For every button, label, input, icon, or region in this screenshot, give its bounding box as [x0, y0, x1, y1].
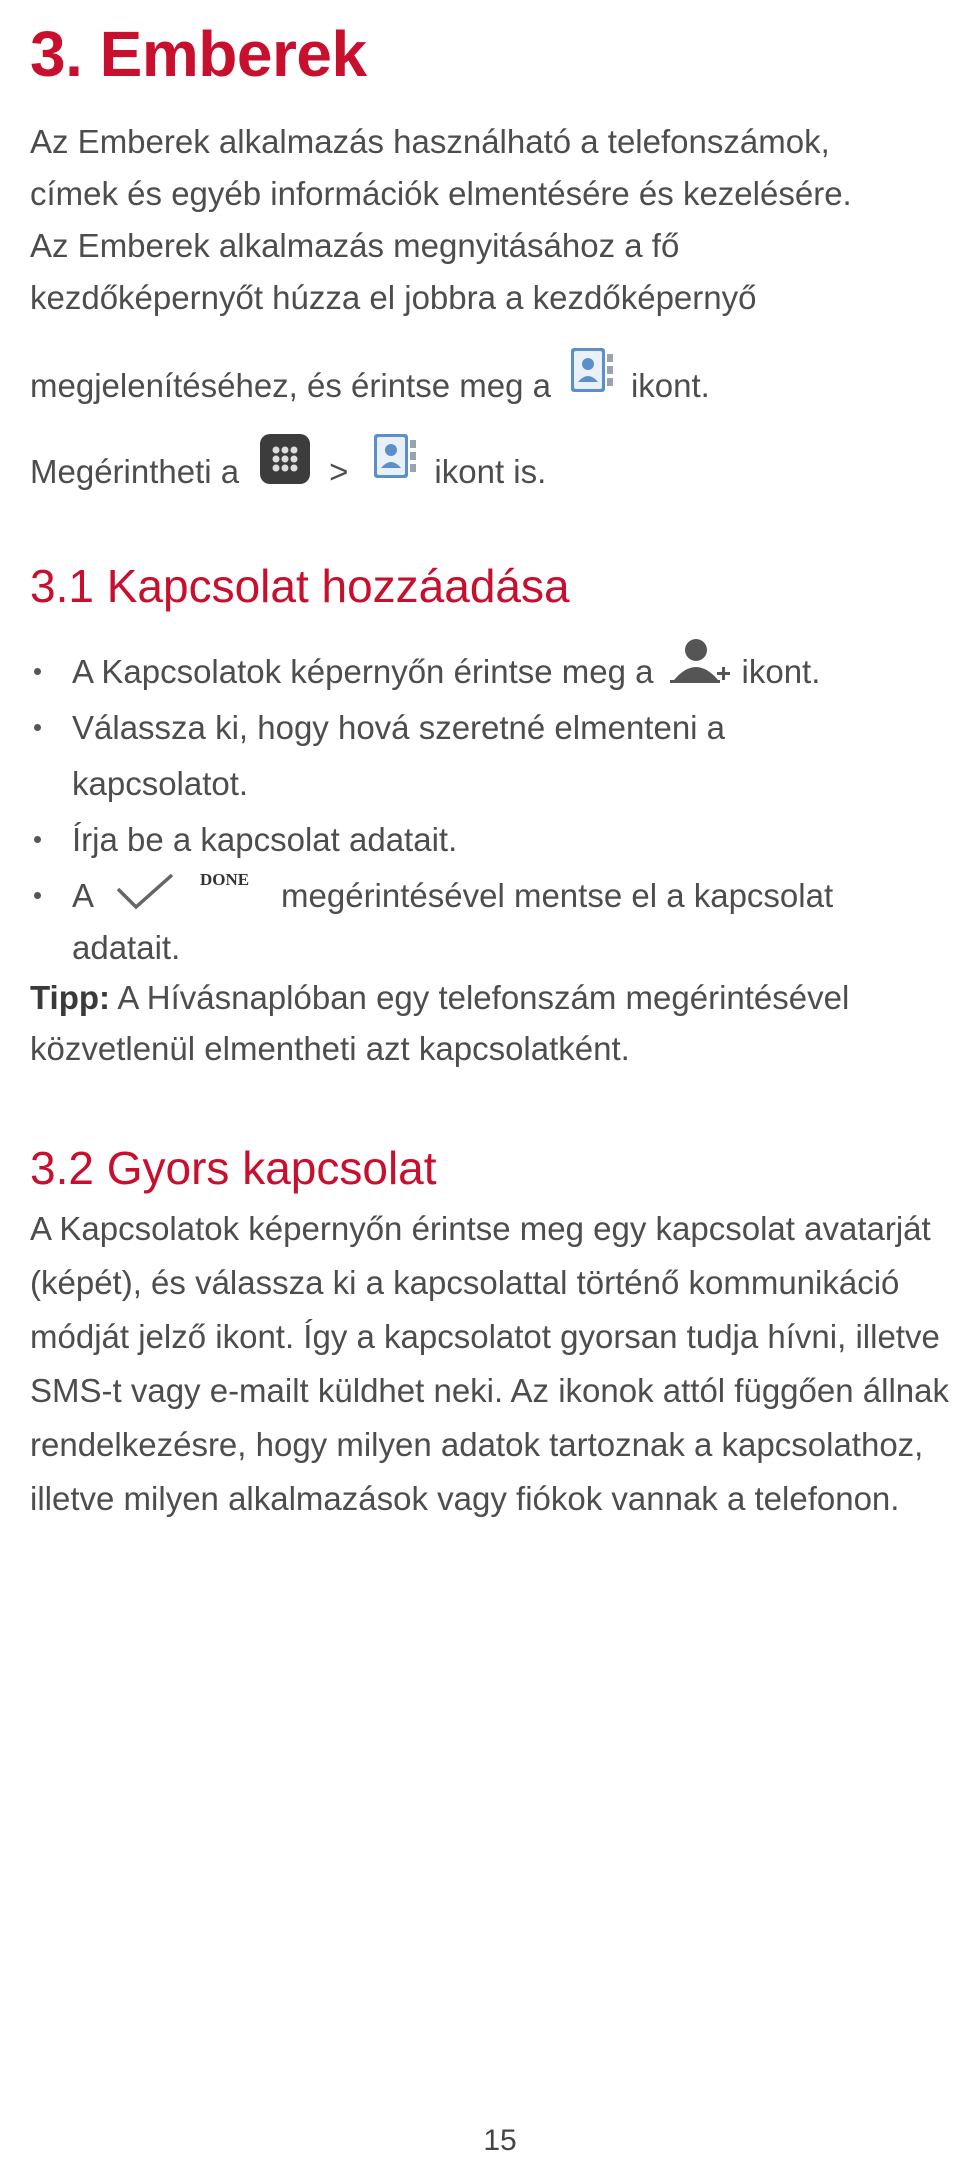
- intro-line-2: címek és egyéb információk elmentésére és kezelésére.: [30, 175, 852, 212]
- intro-line-5-text: megjelenítéséhez, és érintse meg a: [30, 366, 551, 404]
- bullet-1-after: ikont.: [741, 653, 821, 690]
- intro-line-5: [30, 358, 710, 412]
- add-contact-icon: [668, 634, 732, 690]
- apps-grid-icon: [259, 433, 311, 485]
- bullet-2-text: Válassza ki, hogy hová szeretné elmenteni a kapcsolatot.: [72, 709, 726, 802]
- intro-line-3: Az Emberek alkalmazás megnyitásához a fő: [30, 227, 680, 264]
- intro-line-1: Az Emberek alkalmazás használható a telefonszámok,: [30, 123, 830, 160]
- intro-line-6: [30, 444, 546, 498]
- done-label: DONE: [200, 870, 250, 889]
- bullet-dot: [34, 892, 41, 899]
- intro-line-6-text: Megérintheti a: [30, 452, 240, 490]
- bullet-4-after: megérintésével mentse el a kapcsolat: [281, 877, 834, 914]
- list-item: [30, 700, 950, 812]
- contacts-icon: [569, 346, 615, 400]
- chapter-title: 3. Emberek: [30, 18, 367, 90]
- tip-text: A Hívásnaplóban egy telefonszám megérintésével közvetlenül elmentheti azt kapcsolatként.: [30, 979, 850, 1067]
- tip-label: Tipp:: [30, 979, 111, 1016]
- section-3-2-title: 3.2 Gyors kapcsolat: [30, 1142, 437, 1194]
- done-checkmark-icon: [108, 865, 273, 915]
- bullet-1-text: A Kapcsolatok képernyőn érintse meg a: [72, 653, 654, 690]
- intro-line-4: kezdőképernyőt húzza el jobbra a kezdőképernyő: [30, 279, 757, 316]
- tip-paragraph: [30, 972, 950, 1074]
- bullet-4-text: A: [72, 877, 95, 914]
- bullet-dot: [34, 668, 41, 675]
- section-3-2-body: A Kapcsolatok képernyőn érintse meg egy kapcsolat avatarját (képét), és válassza ki a kapcsolattal történő kommunikáció módját jelző ikont. Így a kapcsolatot gyorsan tudja hívni, illetve SMS-t vagy e-mailt küldhet neki. Az ikonok attól függően állnak rendelkezésre, hogy milyen adatok tartoznak a kapcsolathoz, illetve milyen alkalmazások vagy fiókok vannak a telefonon.: [30, 1210, 949, 1517]
- bullet-dot: [34, 724, 41, 731]
- bullet-3-text: Írja be a kapcsolat adatait.: [72, 821, 458, 858]
- intro-line-6-separator: >: [329, 452, 349, 490]
- intro-line-6-after: ikont is.: [434, 452, 547, 490]
- page-number: 15: [483, 2124, 517, 2157]
- bullet-dot: [34, 836, 41, 843]
- section-3-1-title: 3.1 Kapcsolat hozzáadása: [30, 560, 570, 612]
- bullet-4-cont: adatait.: [72, 929, 181, 966]
- intro-line-5-after: ikont.: [630, 366, 710, 404]
- contacts-icon-2: [372, 432, 418, 486]
